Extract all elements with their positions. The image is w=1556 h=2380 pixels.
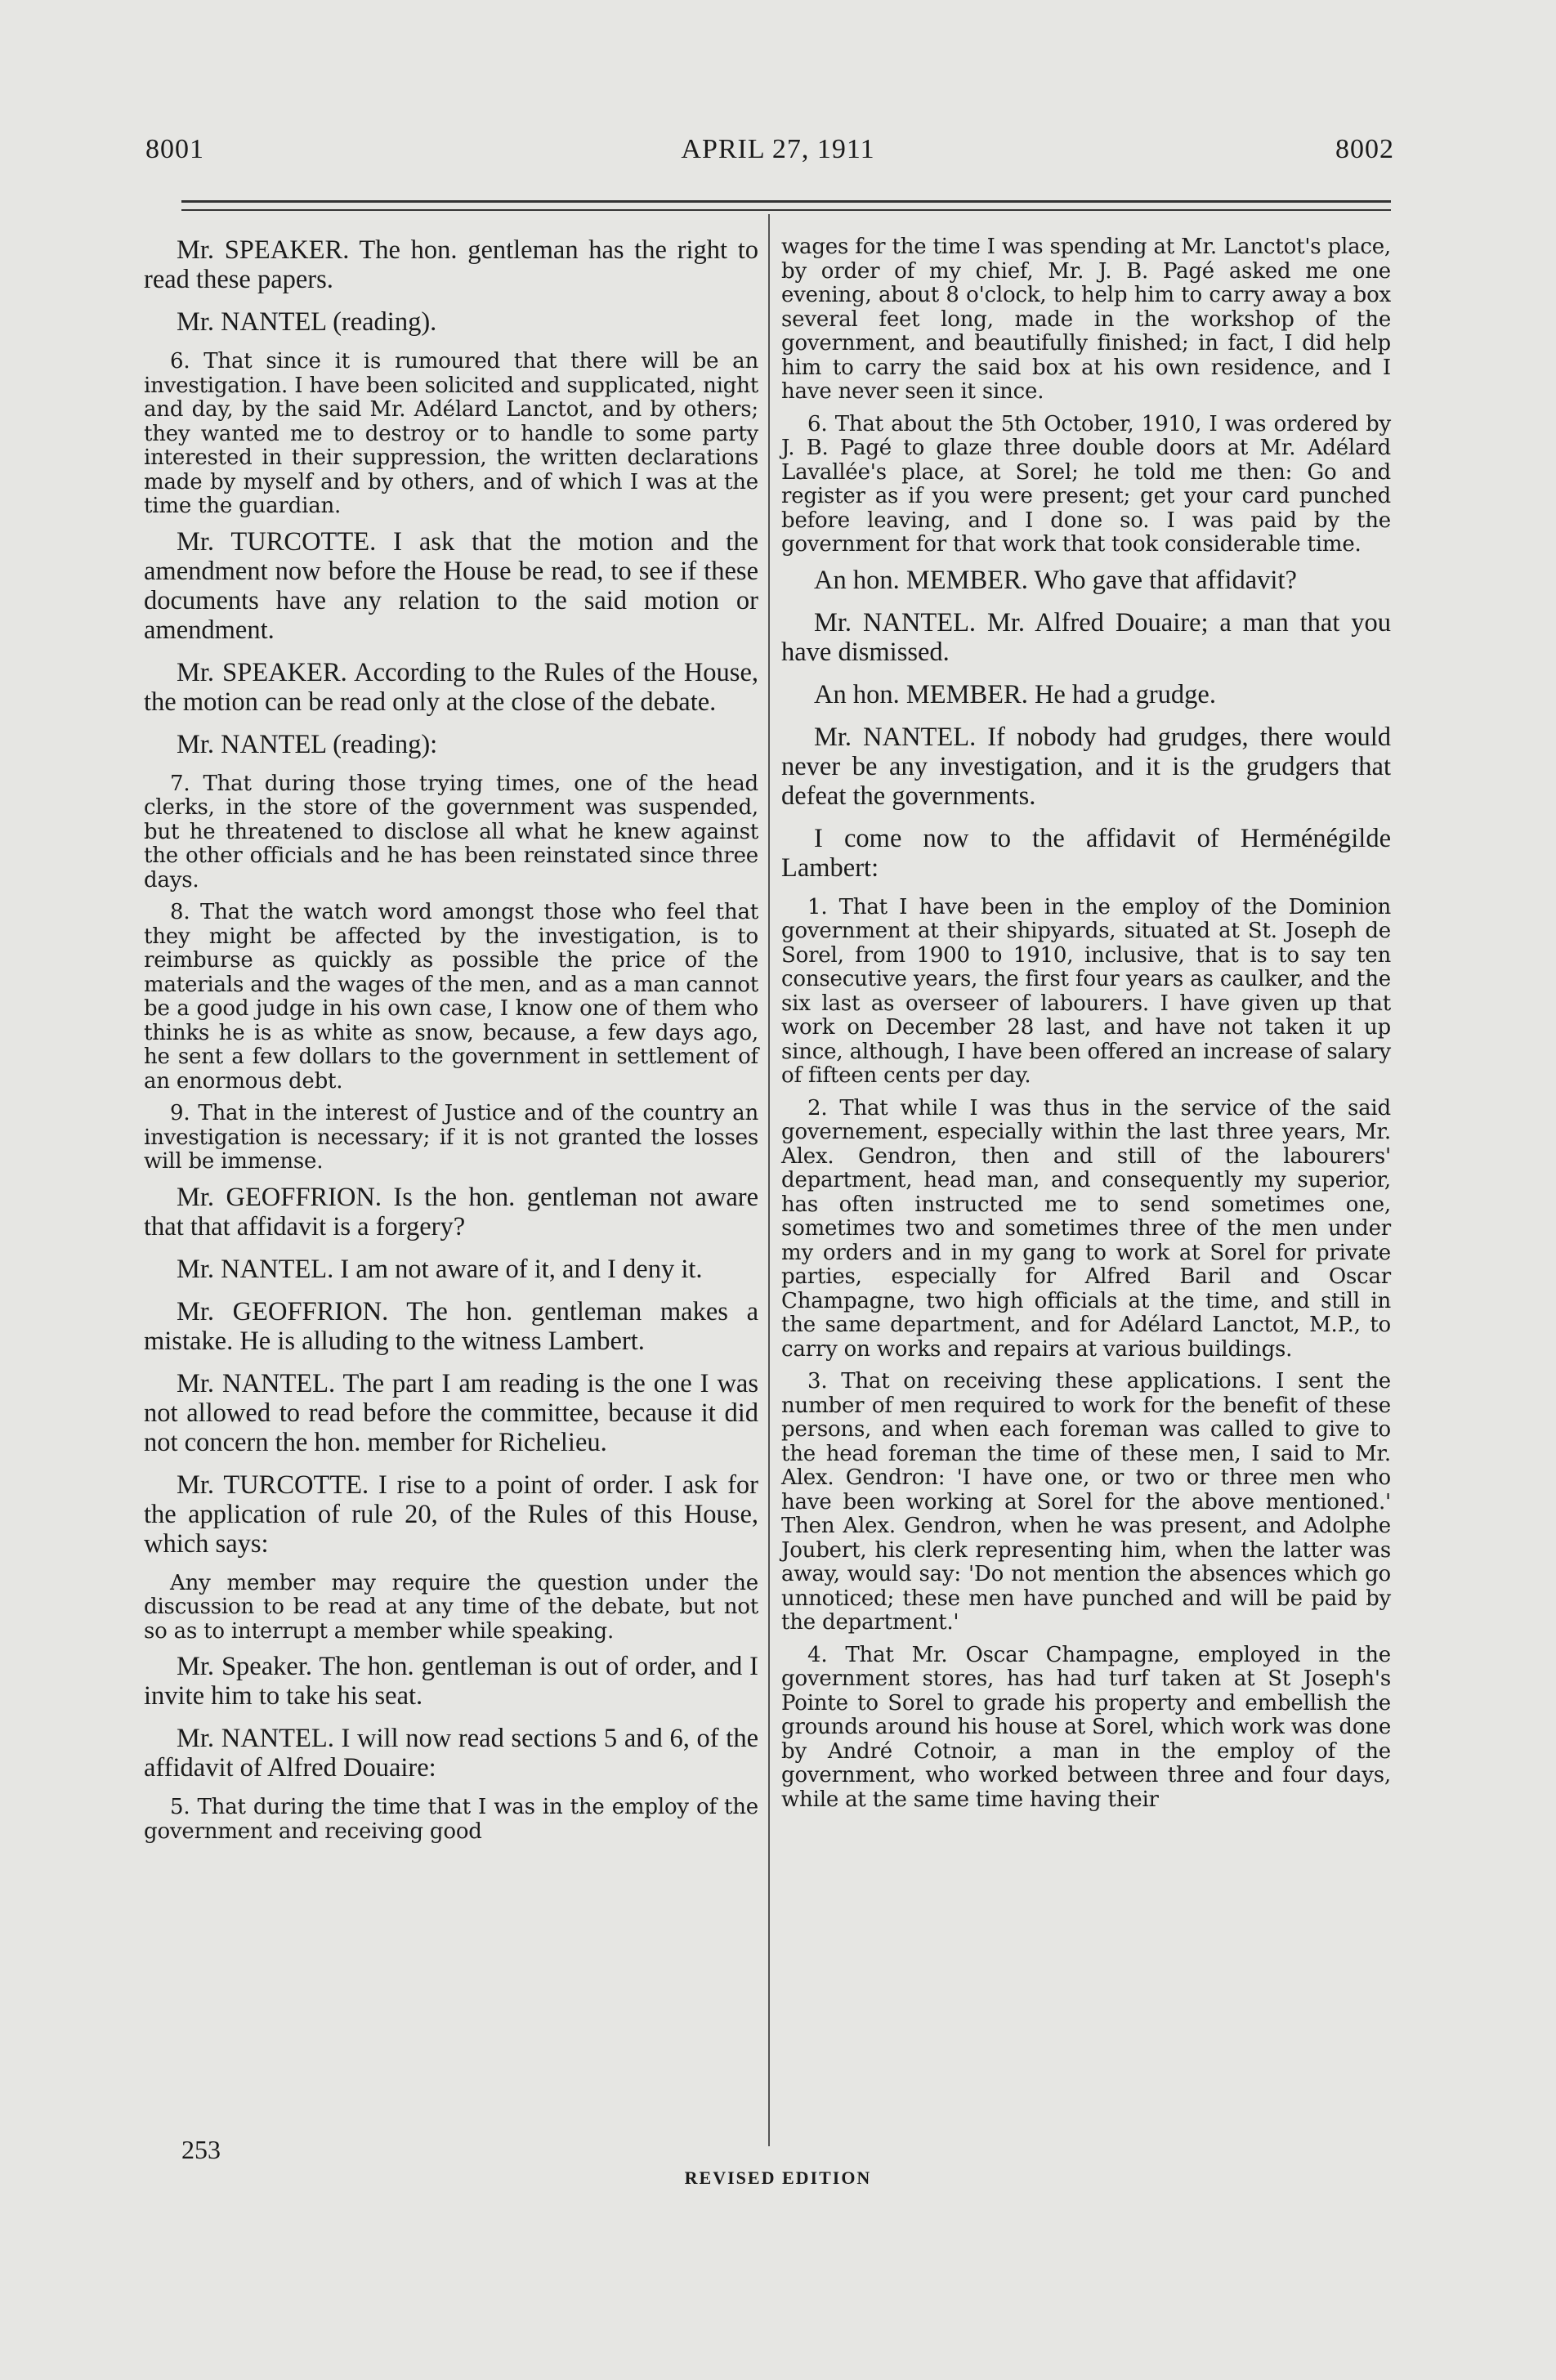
speech-paragraph: Mr. SPEAKER. The hon. gentleman has the right to read these papers. <box>144 235 758 294</box>
speech-paragraph: Mr. NANTEL. I will now read sections 5 and 6, of the affidavit of Alfred Douaire: <box>144 1724 758 1783</box>
speech-paragraph: Mr. TURCOTTE. I rise to a point of order. I ask for the application of rule 20, of the Rules of this House, which says: <box>144 1470 758 1559</box>
affidavit-paragraph: 6. That about the 5th October, 1910, I was ordered by J. B. Pagé to glaze three double doors at Mr. Adélard Lavallée's place, at Sorel; he told me then: Go and register as if you were present; get your card punched before leaving, and I done so. I was paid by the government for that work that took considerable time. <box>781 411 1391 557</box>
speech-paragraph: Mr. NANTEL. The part I am reading is the one I was not allowed to read before the committee, because it did not concern the hon. member for Richelieu. <box>144 1368 758 1457</box>
affidavit-paragraph: 6. That since it is rumoured that there will be an investigation. I have been solicited and supplicated, night and day, by the said Mr. Adélard Lanctot, and by others; they wanted me to destroy or to handle to some party interested in their suppression, the written declarations made by myself and by others, and of which I was at the time the guardian. <box>144 349 758 518</box>
affidavit-paragraph: Any member may require the question under the discussion to be read at any time of the debate, but not so as to interrupt a member while speaking. <box>144 1570 758 1644</box>
speech-paragraph: Mr. GEOFFRION. Is the hon. gentleman not aware that that affidavit is a forgery? <box>144 1182 758 1241</box>
affidavit-paragraph: 4. That Mr. Oscar Champagne, employed in the government stores, has had turf taken at St Joseph's Pointe to Sorel to grade his property and embellish the grounds around his house at Sorel, which work was done by André Cotnoir, a man in the employ of the government, who worked between three and four days, while at the same time having their <box>781 1642 1391 1812</box>
speech-paragraph: I come now to the affidavit of Herménégilde Lambert: <box>781 823 1391 883</box>
speech-paragraph: Mr. GEOFFRION. The hon. gentleman makes a mistake. He is alluding to the witness Lambert. <box>144 1296 758 1356</box>
speech-paragraph: Mr. NANTEL. I am not aware of it, and I deny it. <box>177 1254 703 1284</box>
affidavit-paragraph: 5. That during the time that I was in the employ of the government and receiving good <box>144 1795 758 1844</box>
left-column <box>144 235 758 1852</box>
affidavit-paragraph: 2. That while I was thus in the service of the said governement, especially within the last three years, Mr. Alex. Gendron, then and still of the labourers' department, head man, and consequently my superior, has often instructed me to send sometimes one, sometimes two and sometimes three of the men under my orders and in my gang to work at Sorel for private parties, especially for Alfred Baril and Oscar Champagne, two high officials at the time, and still in the same department, and for Adélard Lanctot, M.P., to carry on works and repairs at various buildings. <box>781 1095 1391 1362</box>
edition-label: REVISED EDITION <box>684 2168 872 2188</box>
speech-paragraph: Mr. Speaker. The hon. gentleman is out of order, and I invite him to take his seat. <box>144 1652 758 1711</box>
sheet-number: 253 <box>181 2135 221 2164</box>
speech-paragraph: Mr. TURCOTTE. I ask that the motion and the amendment now before the House be read, to see if these documents have any relation to the said motion or amendment. <box>144 526 758 645</box>
affidavit-paragraph: 7. That during those trying times, one of the head clerks, in the store of the government was suspended, but he threatened to disclose all what he knew against the other officials and he has been reinstated since three days. <box>144 771 758 892</box>
speech-paragraph: Mr. SPEAKER. According to the Rules of the House, the motion can be read only at the close of the debate. <box>144 657 758 717</box>
header-rule-top <box>181 200 1391 203</box>
right-column <box>781 235 1391 1820</box>
page-date: APRIL 27, 1911 <box>681 134 875 164</box>
speaker-heading: Mr. NANTEL (reading). <box>177 307 437 337</box>
speaker-heading: Mr. NANTEL (reading): <box>177 729 438 759</box>
speech-paragraph: Mr. NANTEL. If nobody had grudges, there would never be any investigation, and it is the grudgers that defeat the governments. <box>781 722 1391 811</box>
affidavit-paragraph: 9. That in the interest of Justice and of the country an investigation is necessary; if it is not granted the losses will be immense. <box>144 1101 758 1174</box>
affidavit-paragraph: 3. That on receiving these applications. I sent the number of men required to work for the benefit of these persons, and when each foreman was called to give to the head foreman the time of these men, I said to Mr. Alex. Gendron: 'I have one, or two or three men who have been working at Sorel for the above mentioned.' Then Alex. Gendron, when he was present, and Adolphe Joubert, his clerk representing him, when the latter was away, would say: 'Do not mention the absences which go unnoticed; these men have punched and will be paid by the department.' <box>781 1369 1391 1635</box>
header-rule-bottom <box>181 209 1391 211</box>
page-number-left: 8001 <box>145 134 204 164</box>
page-number-right: 8002 <box>1335 134 1394 164</box>
affidavit-paragraph: wages for the time I was spending at Mr. Lanctot's place, by order of my chief, Mr. J. B. Pagé asked me one evening, about 8 o'clock, to help him to carry away a box several feet long, made in the workshop of the government, and beautifully finished; in fact, I did help him to carry the said box at his own residence, and I have never seen it since. <box>781 235 1391 404</box>
affidavit-paragraph: 8. That the watch word amongst those who feel that they might be affected by the investigation, is to reimburse as quickly as possible the price of the materials and the wages of the men, and as a man cannot be a good judge in his own case, I know one of them who thinks he is as white as snow, because, a few days ago, he sent a few dollars to the government in settlement of an enormous debt. <box>144 900 758 1094</box>
speech-paragraph: An hon. MEMBER. Who gave that affidavit? <box>814 565 1297 595</box>
speech-paragraph: Mr. NANTEL. Mr. Alfred Douaire; a man that you have dismissed. <box>781 607 1391 667</box>
running-head <box>0 134 1556 175</box>
column-divider <box>768 214 770 2146</box>
speech-paragraph: An hon. MEMBER. He had a grudge. <box>814 679 1216 709</box>
affidavit-paragraph: 1. That I have been in the employ of the Dominion government at their shipyards, situated at St. Joseph de Sorel, from 1900 to 1910, inclusive, that is to say ten consecutive years, the first four years as caulker, and the six last as overseer of labourers. I have given up that work on December 28 last, and have not taken it up since, although, I have been offered an increase of salary of fifteen cents per day. <box>781 894 1391 1088</box>
